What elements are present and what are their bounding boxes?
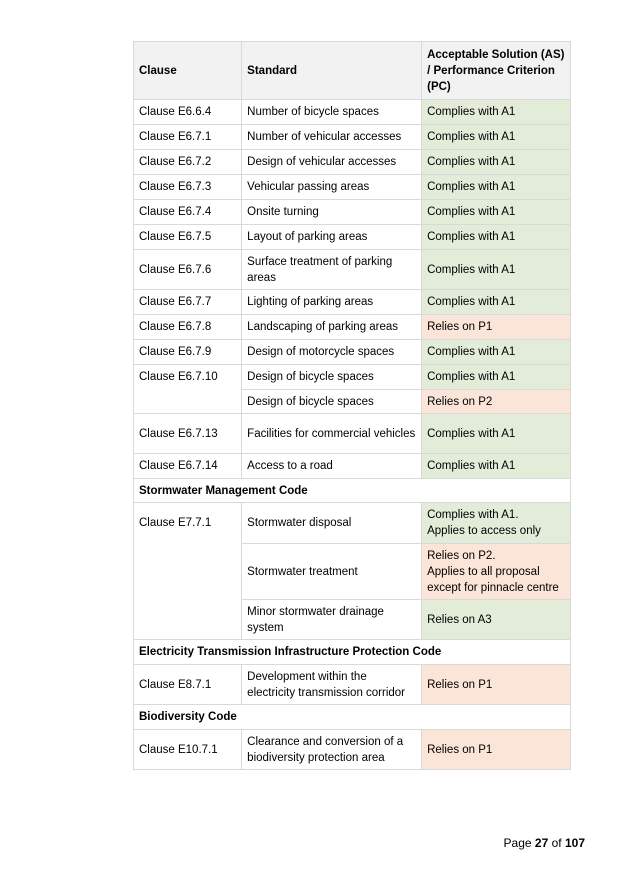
clause-cell: Clause E6.7.6 [134, 250, 242, 290]
clause-cell: Clause E6.7.7 [134, 290, 242, 315]
page-of: of [551, 836, 562, 850]
result-cell: Relies on P2 [422, 390, 571, 414]
result-line: Applies to all proposal except for pinnacle centre [427, 565, 559, 594]
clause-cell: Clause E6.7.1 [134, 125, 242, 150]
standard-cell: Design of bicycle spaces [242, 365, 422, 390]
current-page: 27 [534, 836, 549, 850]
result-cell: Complies with A1 [422, 150, 571, 175]
standard-cell: Development within the electricity transmission corridor [242, 665, 422, 705]
table-row [134, 250, 571, 290]
table-row [134, 225, 571, 250]
clause-cell: Clause E6.7.10 [134, 365, 242, 414]
clause-cell: Clause E6.7.8 [134, 315, 242, 340]
standard-cell: Surface treatment of parking areas [242, 250, 422, 290]
clause-cell: Clause E6.7.2 [134, 150, 242, 175]
table-row [134, 665, 571, 705]
table-header-row [134, 42, 571, 100]
result-cell: Relies on A3 [422, 600, 571, 640]
total-pages: 107 [564, 836, 585, 850]
clause-cell: Clause E7.7.1 [134, 503, 242, 640]
table-row [134, 365, 571, 390]
section-row-electricity [134, 640, 571, 665]
result-line: Relies on P2. [427, 549, 496, 562]
result-line: Applies to access only [427, 525, 541, 537]
result-cell: Relies on P1 [422, 665, 571, 705]
result-cell: Complies with A1 [422, 340, 571, 365]
standard-cell: Number of bicycle spaces [242, 100, 422, 125]
result-cell: Complies with A1 [422, 100, 571, 125]
standard-cell: Design of bicycle spaces [242, 390, 422, 414]
standard-cell: Minor stormwater drainage system [242, 600, 422, 640]
standard-cell: Number of vehicular accesses [242, 125, 422, 150]
standard-cell: Access to a road [242, 454, 422, 479]
result-cell: Complies with A1 [422, 225, 571, 250]
result-cell: Complies with A1 [422, 250, 571, 290]
result-cell: Relies on P1 [422, 315, 571, 340]
result-cell [422, 544, 571, 600]
table-row [134, 454, 571, 479]
compliance-table [133, 41, 571, 770]
standard-cell: Stormwater treatment [242, 544, 422, 600]
result-cell: Relies on P1 [422, 730, 571, 770]
table-row [134, 340, 571, 365]
header-clause: Clause [134, 42, 242, 100]
standard-cell: Landscaping of parking areas [242, 315, 422, 340]
clause-cell: Clause E6.7.4 [134, 200, 242, 225]
standard-cell: Clearance and conversion of a biodiversity protection area [242, 730, 422, 770]
section-row-stormwater [134, 479, 571, 503]
header-result: Acceptable Solution (AS) / Performance Criterion (PC) [422, 42, 571, 100]
standard-cell: Vehicular passing areas [242, 175, 422, 200]
clause-cell: Clause E6.7.13 [134, 414, 242, 454]
page-number [504, 836, 585, 850]
standard-cell: Onsite turning [242, 200, 422, 225]
standard-cell: Lighting of parking areas [242, 290, 422, 315]
standard-cell: Stormwater disposal [242, 503, 422, 544]
result-cell: Complies with A1 [422, 290, 571, 315]
result-cell [422, 503, 571, 544]
result-line: Complies with A1. [427, 509, 519, 521]
table-row [134, 414, 571, 454]
clause-cell: Clause E6.7.9 [134, 340, 242, 365]
result-cell: Complies with A1 [422, 365, 571, 390]
table-row [134, 503, 571, 544]
clause-cell: Clause E6.7.3 [134, 175, 242, 200]
table-row [134, 150, 571, 175]
header-standard: Standard [242, 42, 422, 100]
result-cell: Complies with A1 [422, 125, 571, 150]
standard-cell: Design of vehicular accesses [242, 150, 422, 175]
section-title-biodiversity: Biodiversity Code [134, 705, 571, 730]
result-cell: Complies with A1 [422, 175, 571, 200]
section-title-electricity: Electricity Transmission Infrastructure Protection Code [134, 640, 571, 665]
table-row [134, 290, 571, 315]
result-cell: Complies with A1 [422, 454, 571, 479]
clause-cell: Clause E6.6.4 [134, 100, 242, 125]
standard-cell: Facilities for commercial vehicles [242, 414, 422, 454]
standard-cell: Layout of parking areas [242, 225, 422, 250]
section-row-biodiversity [134, 705, 571, 730]
result-cell: Complies with A1 [422, 200, 571, 225]
result-cell: Complies with A1 [422, 414, 571, 454]
table-row [134, 200, 571, 225]
page-prefix: Page [503, 836, 532, 850]
table-row [134, 125, 571, 150]
clause-cell: Clause E8.7.1 [134, 665, 242, 705]
clause-cell: Clause E10.7.1 [134, 730, 242, 770]
clause-cell: Clause E6.7.14 [134, 454, 242, 479]
standard-cell: Design of motorcycle spaces [242, 340, 422, 365]
table-row [134, 175, 571, 200]
table-row [134, 100, 571, 125]
table-row [134, 315, 571, 340]
clause-cell: Clause E6.7.5 [134, 225, 242, 250]
table-row [134, 730, 571, 770]
section-title-stormwater: Stormwater Management Code [134, 479, 571, 503]
